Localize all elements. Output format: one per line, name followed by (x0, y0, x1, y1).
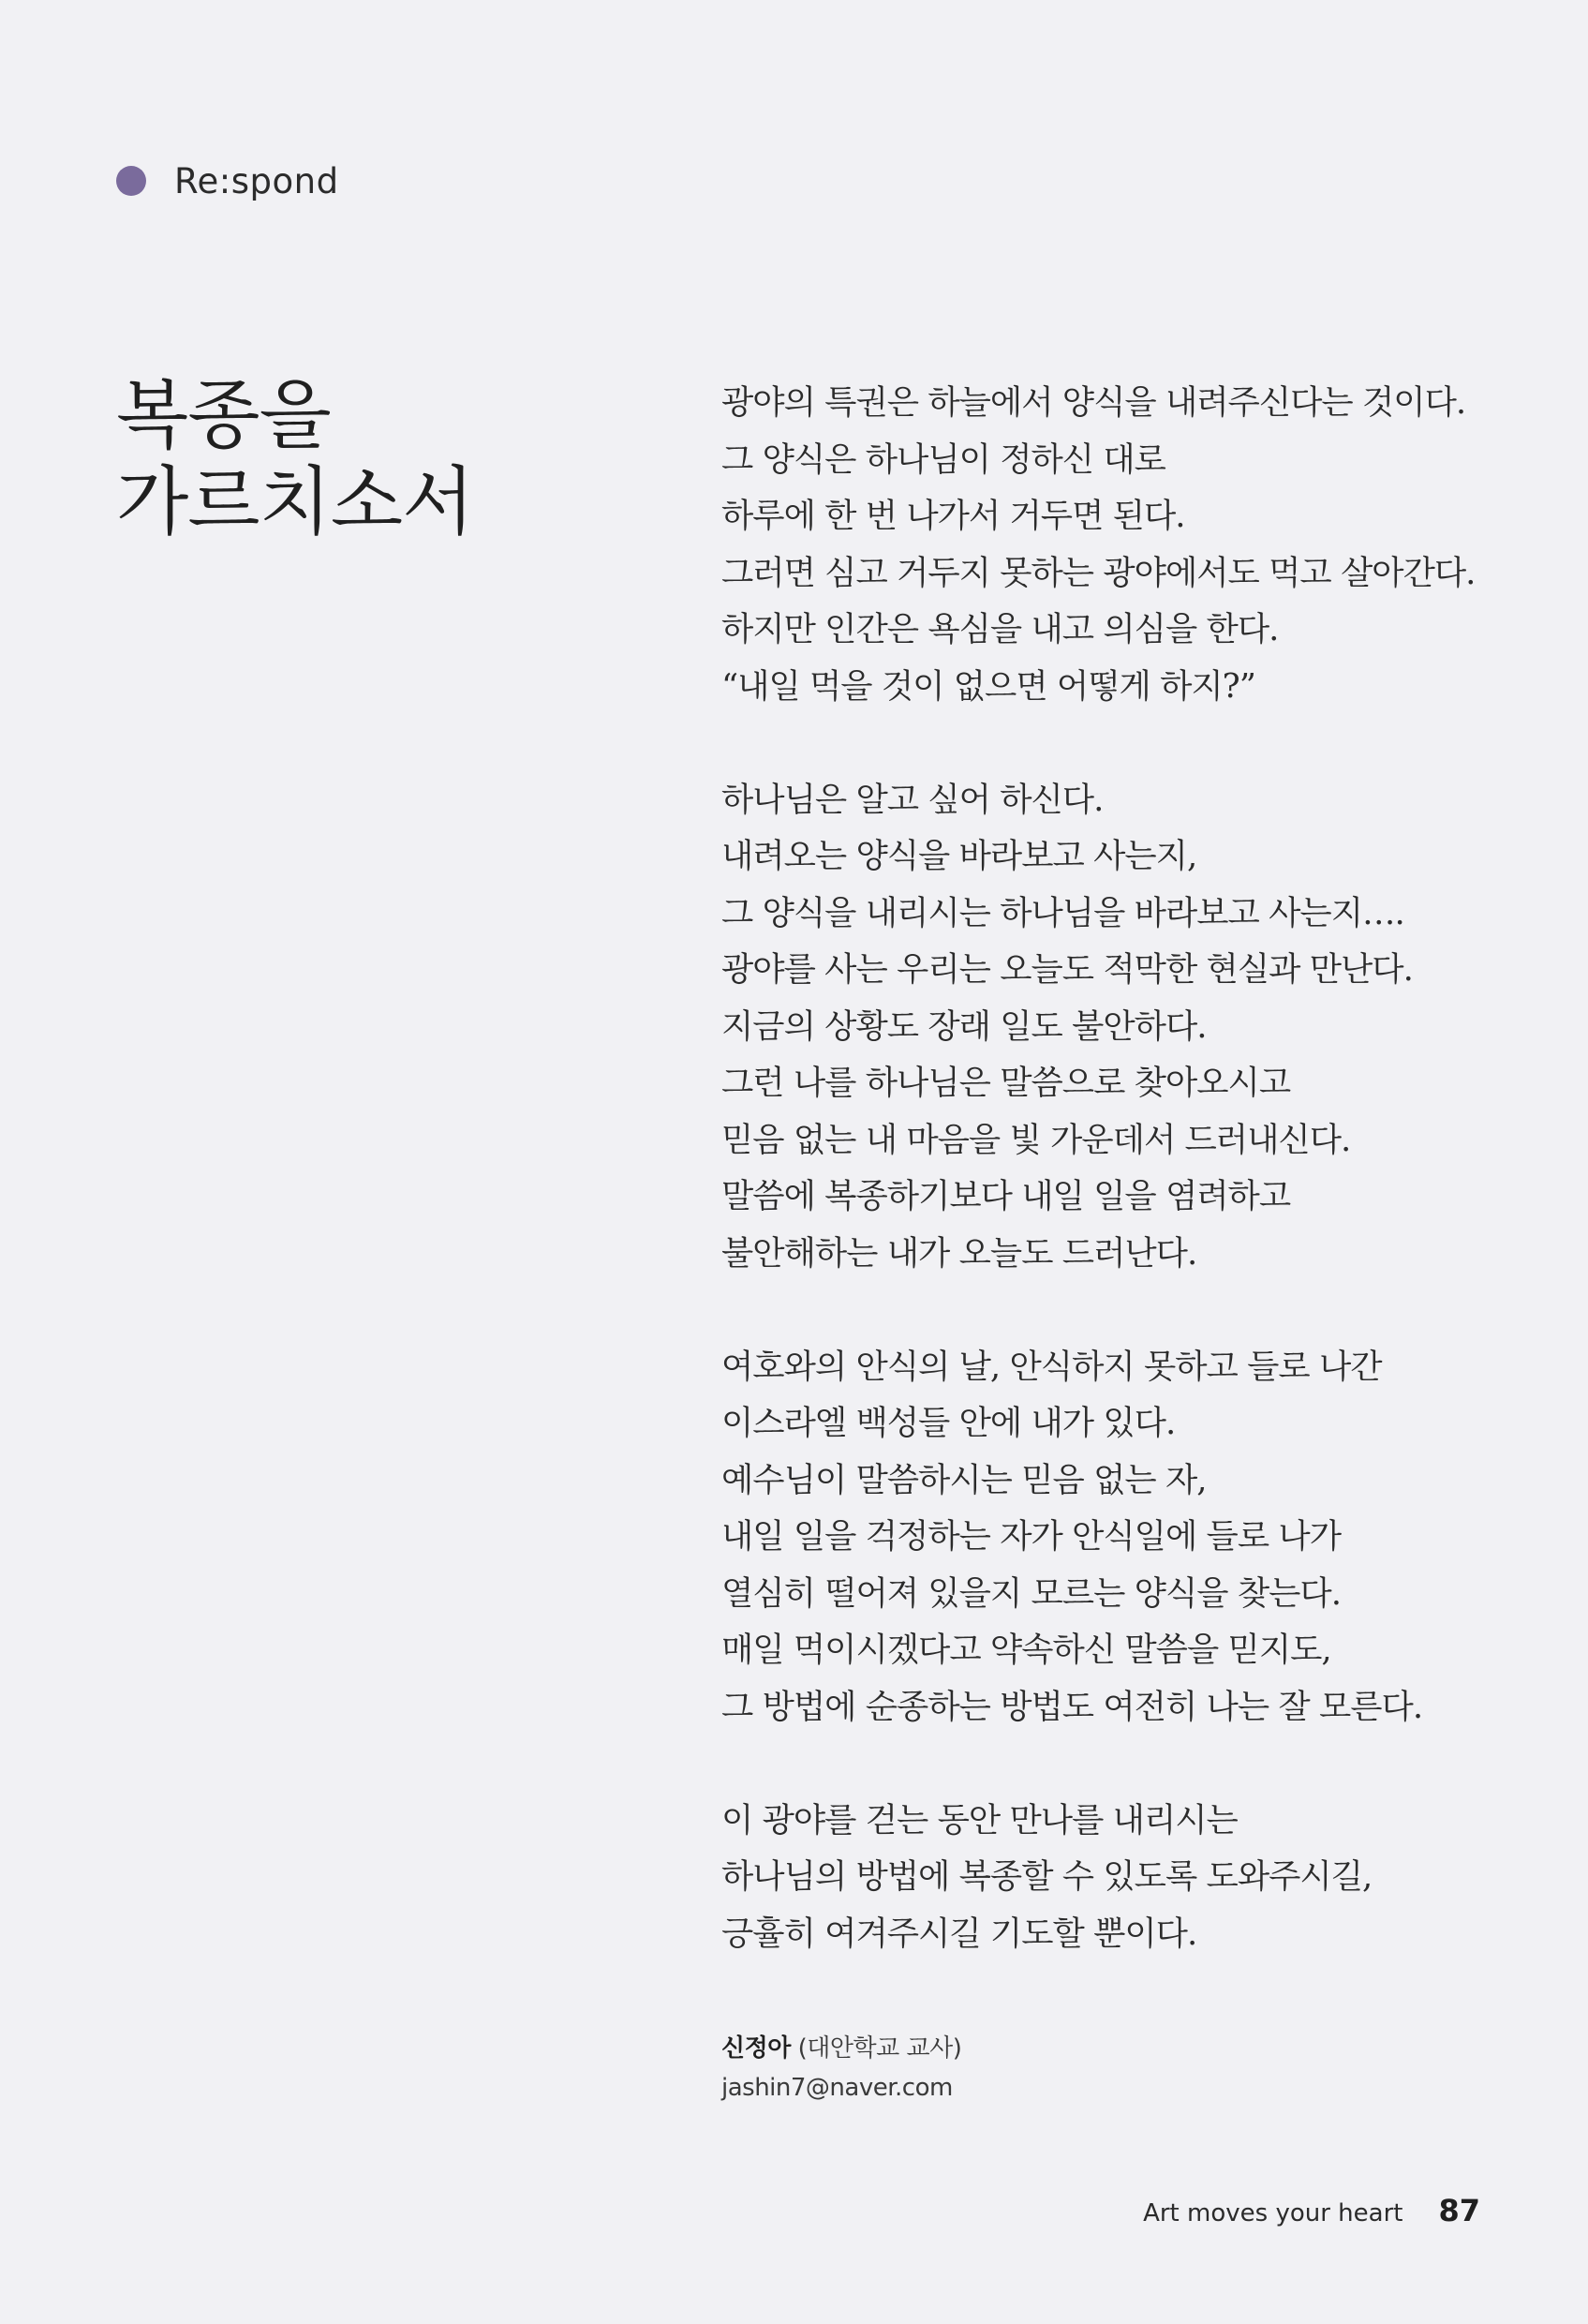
poem-line: 하루에 한 번 나가서 거두면 된다. (721, 497, 1185, 535)
poem-line: 그런 나를 하나님은 말씀으로 찾아오시고 (721, 1064, 1291, 1102)
poem-line: 예수님이 말씀하시는 믿음 없는 자, (721, 1460, 1207, 1499)
poem-line: 하지만 인간은 욕심을 내고 의심을 한다. (721, 610, 1279, 648)
author-role: (대안학교 교사) (797, 2034, 962, 2063)
poem-line: 하나님은 알고 싶어 하신다. (721, 780, 1104, 819)
poem-line: “내일 먹을 것이 없으면 어떻게 하지?” (721, 666, 1255, 706)
poem-stanza (721, 1793, 1499, 1963)
poem-line: 그러면 심고 거두지 못하는 광야에서도 먹고 살아간다. (721, 553, 1476, 592)
poem-line: 믿음 없는 내 마음을 빛 가운데서 드러내신다. (721, 1120, 1351, 1159)
section-tag (116, 157, 339, 204)
section-label: Re:spond (174, 160, 339, 201)
poem-line: 내려오는 양식을 바라보고 사는지, (721, 837, 1197, 875)
poem-line: 그 양식을 내리시는 하나님을 바라보고 사는지…. (721, 893, 1404, 932)
poem-line: 긍휼히 여겨주시길 기도할 뿐이다. (721, 1914, 1197, 1953)
author-credit (721, 2029, 961, 2108)
poem-line: 말씀에 복종하기보다 내일 일을 염려하고 (721, 1177, 1291, 1215)
poem-line: 내일 일을 걱정하는 자가 안식일에 들로 나가 (721, 1517, 1341, 1556)
poem-line: 광야를 사는 우리는 오늘도 적막한 현실과 만난다. (721, 950, 1413, 989)
title-line: 복종을 (116, 372, 331, 459)
poem-line: 그 방법에 순종하는 방법도 여전히 나는 잘 모른다. (721, 1687, 1423, 1726)
poem-line: 그 양식은 하나님이 정하신 대로 (721, 439, 1165, 479)
poem-line: 광야의 특권은 하늘에서 양식을 내려주신다는 것이다. (721, 383, 1466, 422)
poem-line: 지금의 상황도 장래 일도 불안하다. (721, 1006, 1207, 1046)
title-line: 가르치소서 (116, 458, 474, 545)
poem-line: 이스라엘 백성들 안에 내가 있다. (721, 1404, 1176, 1442)
author-name: 신정아 (721, 2034, 791, 2063)
poem-stanza (721, 375, 1499, 715)
footer-slogan: Art moves your heart (1143, 2199, 1403, 2227)
poem-stanza (721, 1339, 1499, 1736)
page-number: 87 (1438, 2193, 1480, 2228)
poem-body (721, 375, 1499, 1962)
article-title (116, 373, 473, 545)
bullet-dot-icon (116, 166, 146, 196)
page-footer (1143, 2193, 1480, 2228)
author-email: jashin7@naver.com (721, 2074, 953, 2102)
poem-line: 이 광야를 걷는 동안 만나를 내리시는 (721, 1800, 1238, 1840)
poem-line: 불안해하는 내가 오늘도 드러난다. (721, 1233, 1197, 1273)
poem-stanza (721, 772, 1499, 1283)
poem-line: 매일 먹이시겠다고 약속하신 말씀을 믿지도, (721, 1631, 1331, 1669)
poem-line: 여호와의 안식의 날, 안식하지 못하고 들로 나간 (721, 1347, 1382, 1386)
poem-line: 하나님의 방법에 복종할 수 있도록 도와주시길, (721, 1857, 1373, 1896)
poem-line: 열심히 떨어져 있을지 모르는 양식을 찾는다. (721, 1573, 1341, 1613)
